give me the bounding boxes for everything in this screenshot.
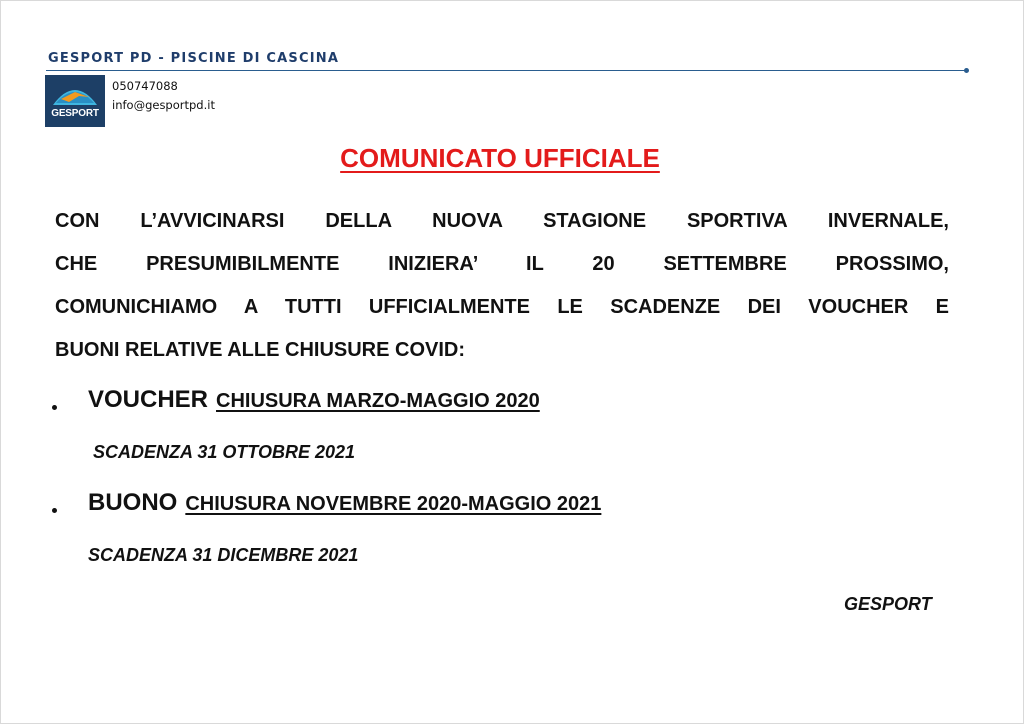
voucher-detail: CHIUSURA MARZO-MAGGIO 2020 (216, 390, 540, 412)
voucher-label: VOUCHER (88, 386, 209, 413)
notice-intro (55, 200, 949, 372)
intro-line: BUONI RELATIVE ALLE CHIUSURE COVID: (55, 339, 466, 361)
contact-phone: 050747088 (112, 79, 178, 93)
voucher-deadline: SCADENZA 31 OTTOBRE 2021 (93, 442, 356, 462)
notice-title: COMUNICATO UFFICIALE (340, 143, 660, 173)
contact-email: info@gesportpd.it (112, 98, 215, 112)
buono-detail: CHIUSURA NOVEMBRE 2020-MAGGIO 2021 (185, 493, 602, 515)
buono-item (88, 489, 601, 517)
buono-label: BUONO (88, 489, 178, 516)
logo-graphic (45, 75, 105, 127)
buono-deadline: SCADENZA 31 DICEMBRE 2021 (88, 545, 359, 565)
intro-line: CHE PRESUMIBILMENTE INIZIERA’ IL 20 SETTEMBRE PROSSIMO, (55, 253, 949, 275)
gesport-logo (45, 75, 105, 127)
organization-name: GESPORT PD - PISCINE DI CASCINA (48, 51, 340, 66)
intro-line: COMUNICHIAMO A TUTTI UFFICIALMENTE LE SCADENZE DEI VOUCHER E (55, 296, 949, 318)
header-divider (46, 70, 966, 71)
signature: GESPORT (844, 594, 932, 614)
voucher-item (88, 386, 540, 414)
intro-line: CON L’AVVICINARSI DELLA NUOVA STAGIONE SPORTIVA INVERNALE, (55, 210, 949, 232)
bullet-icon (52, 508, 57, 513)
logo-wordmark: GESPORT (51, 108, 99, 119)
header-divider-endpoint (964, 68, 969, 73)
bullet-icon (52, 405, 57, 410)
